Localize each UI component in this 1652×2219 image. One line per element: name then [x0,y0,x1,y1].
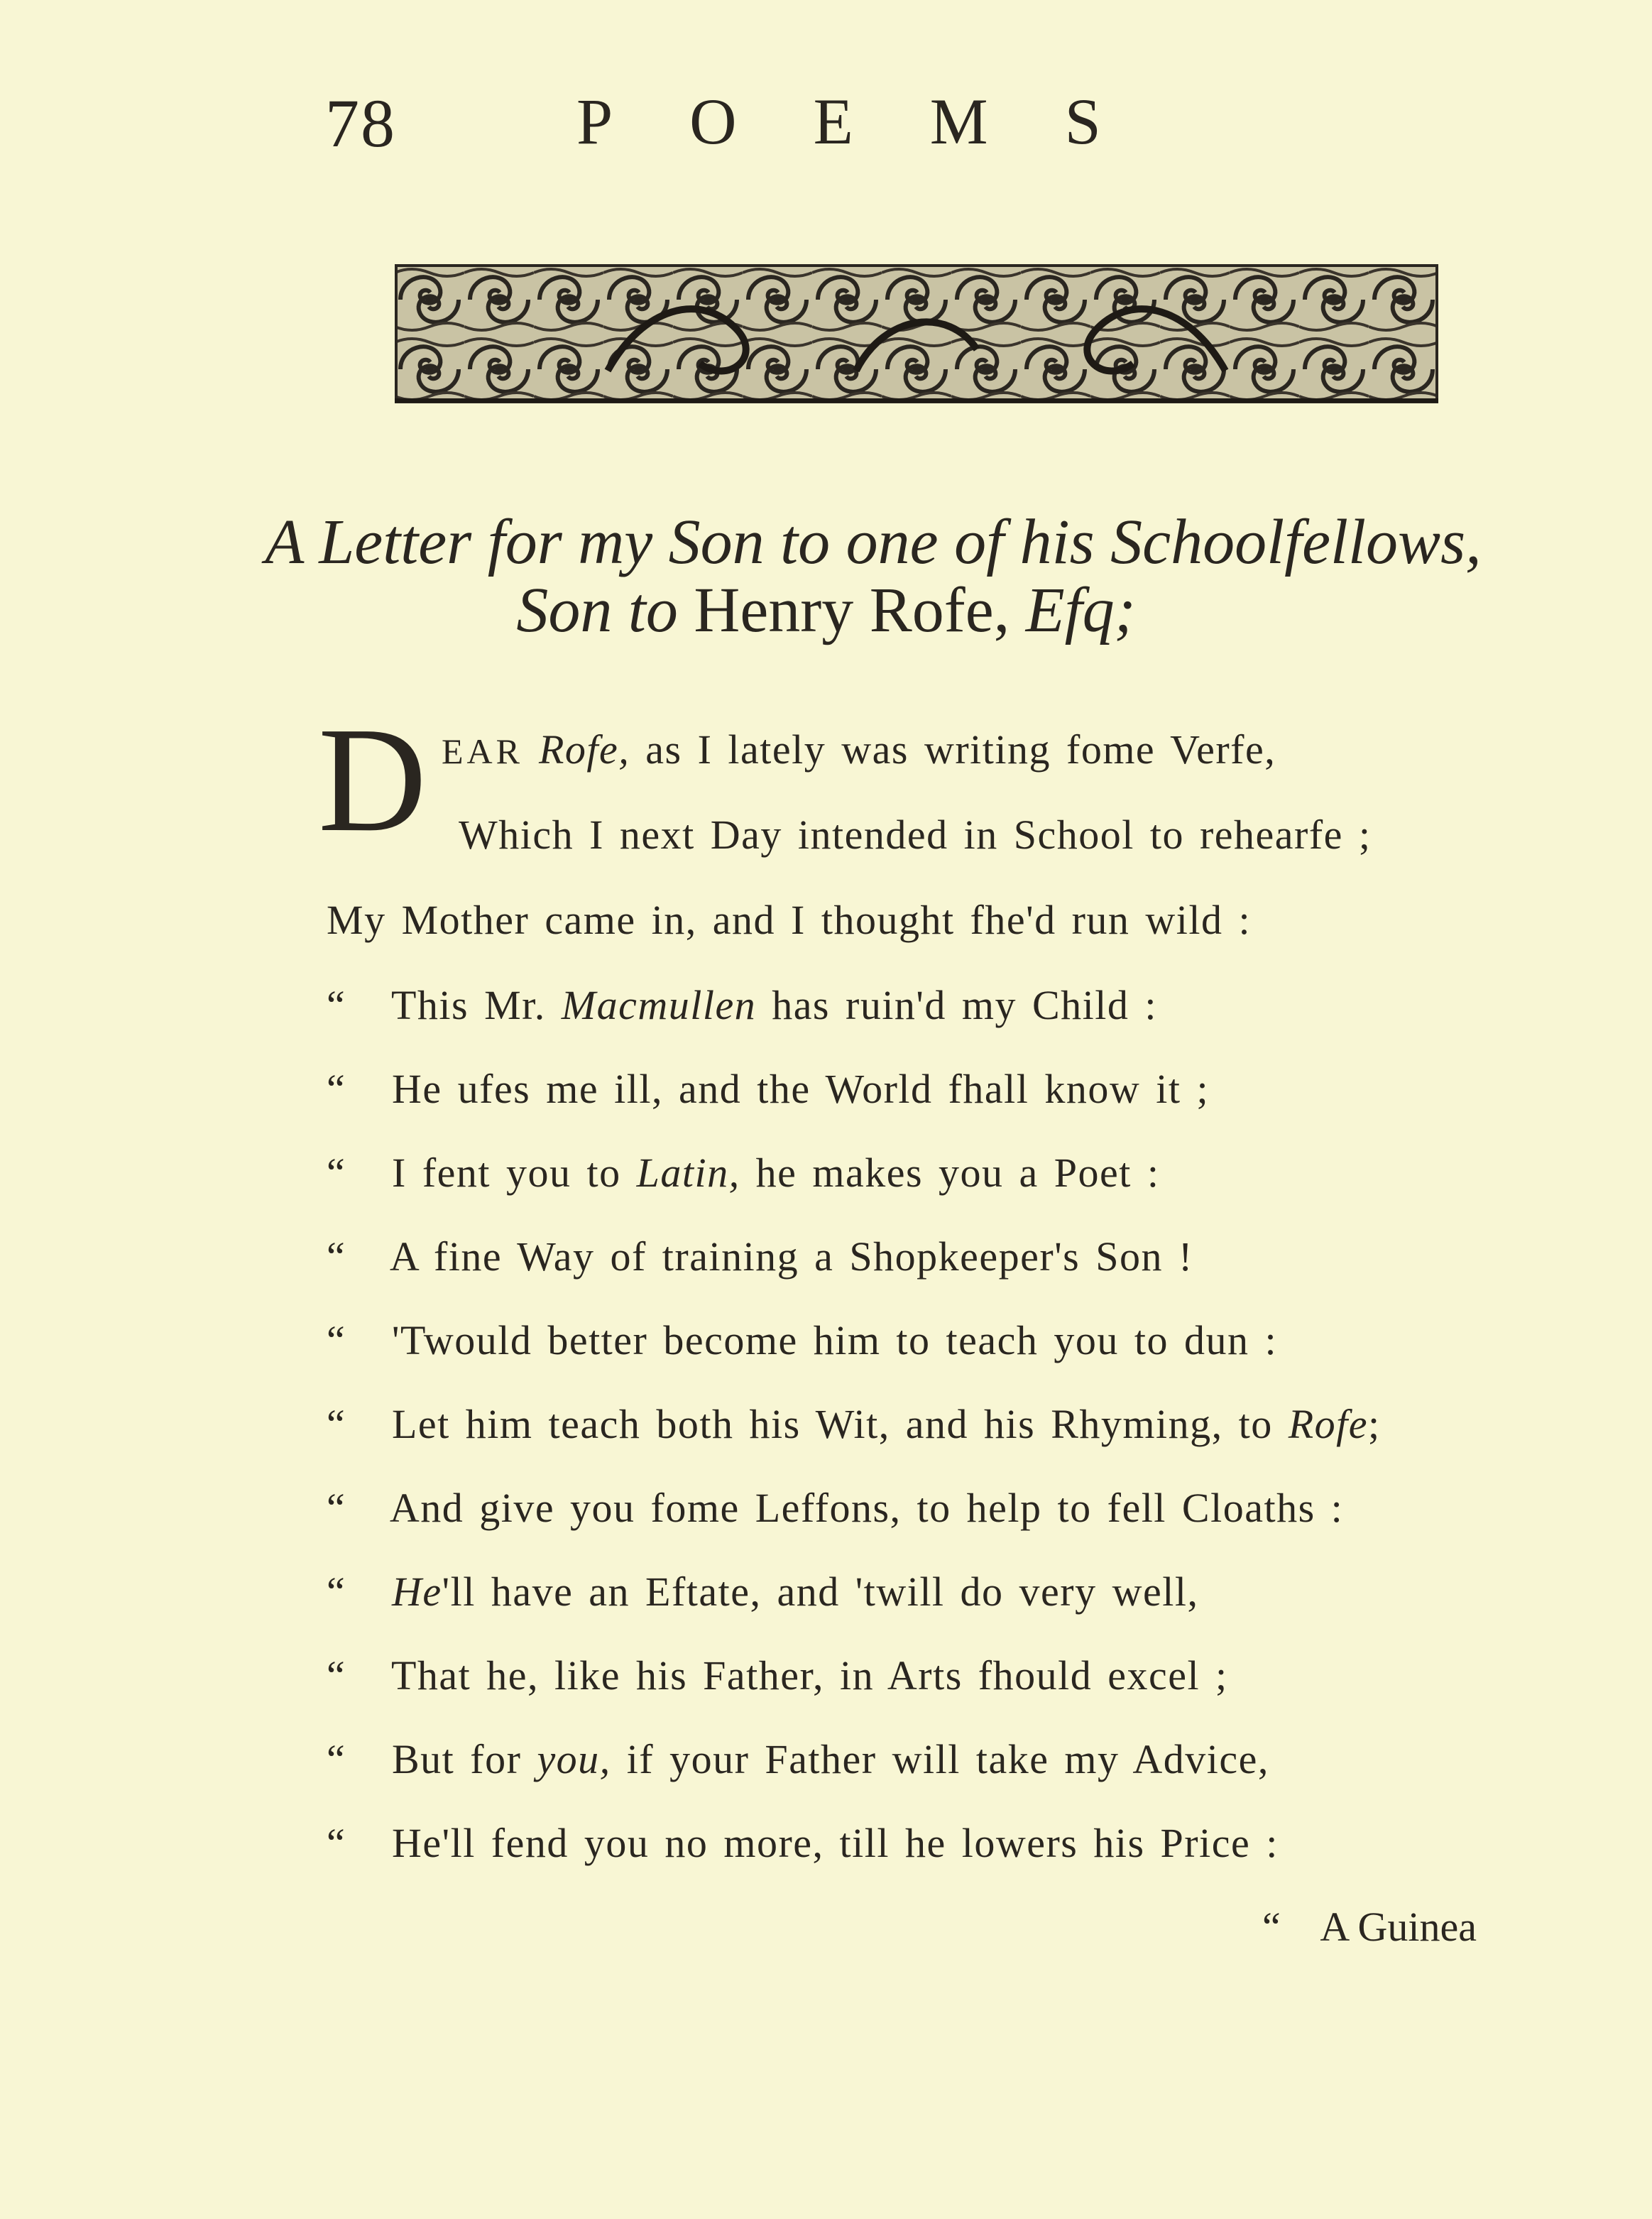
verse-name: He [392,1569,442,1615]
verse-line-3: My Mother came in, and I thought fhe'd run wild : [327,897,1252,943]
verse-name: Rofe [1288,1401,1369,1447]
quote-mark: “ [1262,1904,1281,1950]
quote-mark: “ [327,1652,346,1699]
verse-line-6 [327,1149,1160,1196]
page-number: 78 [325,85,396,161]
quote-mark: “ [327,1317,346,1363]
verse-line-1 [442,726,1276,773]
verse-name: Latin, [636,1150,740,1196]
poem-title-line-1: A Letter for my Son to one of his Schoolfellows, [265,507,1482,577]
drop-cap: D [318,696,427,863]
title-esquire: Efq; [1025,575,1136,645]
verse-line-4 [327,981,1157,1029]
verse-text: He ufes me ill, and the World fhall know it ; [392,1066,1210,1112]
verse-text: This Mr. [390,982,546,1028]
quote-mark: “ [327,1485,346,1531]
verse-text: 'Twould better become him to teach you to dun : [392,1317,1278,1363]
verse-line-12 [327,1652,1228,1699]
verse-text: I fent you to [392,1150,621,1196]
verse-text: He'll fend you no more, till he lowers his Price : [392,1820,1279,1866]
verse-line-8 [327,1316,1277,1364]
verse-text: That he, like his Father, in Arts fhould excel ; [390,1652,1228,1699]
poem-title-line-2 [0,574,1652,647]
verse-name: Macmullen [561,982,757,1028]
verse-line-5 [327,1065,1209,1113]
verse-line-14 [327,1819,1279,1867]
title-son-to: Son to [516,575,678,645]
verse-caps: EAR [442,731,523,771]
verse-text: A fine Way of training a Shopkeeper's Son ! [389,1233,1193,1280]
ornamental-headpiece-icon [395,264,1438,403]
catchword [1262,1903,1477,1951]
verse-line-2: Which I next Day intended in School to rehearfe ; [459,812,1372,858]
quote-mark: “ [327,1066,346,1112]
verse-text: he makes you a Poet : [755,1150,1160,1196]
verse-line-13 [327,1735,1269,1783]
catchword-text: A Guinea [1320,1904,1477,1950]
quote-mark: “ [327,1820,346,1866]
verse-line-7 [327,1233,1193,1280]
verse-line-9 [327,1400,1381,1448]
title-henry-rose: Henry Rofe, [694,575,1010,645]
verse-text: 'll have an Eftate, and 'twill do very well, [442,1569,1199,1615]
quote-mark: “ [327,1233,346,1280]
quote-mark: “ [327,1569,346,1615]
verse-text: as I lately was writing fome Verfe, [645,726,1276,773]
verse-text: has ruin'd my Child : [772,982,1158,1028]
verse-text: if your Father will take my Advice, [626,1736,1269,1782]
quote-mark: “ [327,1150,346,1196]
verse-text: ; [1368,1401,1381,1447]
running-title: POEMS [576,85,1178,158]
verse-text: But for [392,1736,522,1782]
quote-mark: “ [327,1401,346,1447]
quote-mark: “ [327,1736,346,1782]
verse-text: Let him teach both his Wit, and his Rhyming, to [392,1401,1273,1447]
verse-text: And give you fome Leffons, to help to fell Cloaths : [389,1485,1344,1531]
verse-name: you, [537,1736,611,1782]
verse-line-10 [327,1484,1343,1532]
quote-mark: “ [327,982,346,1028]
verse-line-11 [327,1568,1198,1615]
verse-name: Rofe, [539,726,630,773]
